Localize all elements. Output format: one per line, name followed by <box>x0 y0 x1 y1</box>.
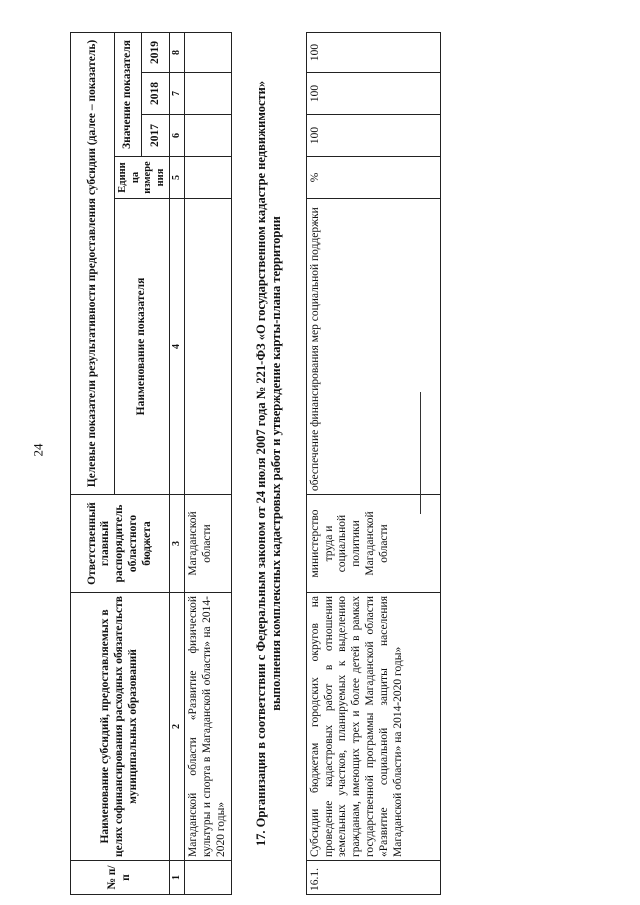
indicators-table <box>70 32 441 895</box>
col-number: 5 <box>170 157 185 199</box>
row-indicator <box>185 199 231 495</box>
row-responsible: министерство труда и социальной политики Магаданской области <box>306 495 440 593</box>
table-row <box>185 32 231 894</box>
header-row-1 <box>71 32 115 894</box>
header-indicators: Целевые показатели результативности предоставления субсидии (далее – показатель) <box>71 32 115 494</box>
row-value-2019 <box>185 32 231 72</box>
row-num: 16.1. <box>306 861 440 895</box>
col-number: 6 <box>170 115 185 157</box>
header-subsidy: Наименование субсидий, предоставляемых в целях софинансирования расходных обязательств муниципальных образований <box>71 593 170 861</box>
row-num <box>185 861 231 895</box>
row-subsidy: Субсидии бюджетам городских округов на проведение кадастровых работ в отношении земельных участков, планируемых к выделению гражданам, имеющих трех и более детей в рамках государственной программы Магаданской области «Развитие социальной защиты населения Магаданской области» на 2014-2020 годы» <box>306 593 440 861</box>
rotated-document <box>70 33 590 895</box>
row-unit <box>185 157 231 199</box>
row-subsidy: Магаданской области «Развитие физической культуры и спорта в Магаданской области» на 2014-2020 годы» <box>185 593 231 861</box>
header-indicator-name: Наименование показателя <box>115 199 170 495</box>
row-value-2018: 100 <box>306 73 440 115</box>
col-number: 4 <box>170 199 185 495</box>
col-number: 2 <box>170 593 185 861</box>
section-title-row <box>231 32 306 894</box>
signature-line <box>420 392 421 514</box>
row-value-2017: 100 <box>306 115 440 157</box>
header-responsible: Ответственный главный распорядитель областного бюджета <box>71 495 170 593</box>
page-number: 24 <box>30 443 46 457</box>
row-value-2019: 100 <box>306 32 440 72</box>
row-indicator: обеспечение финансирования мер социальной поддержки <box>306 199 440 495</box>
header-values: Значение показателя <box>115 32 142 156</box>
header-year-2017: 2017 <box>141 115 170 157</box>
col-number: 8 <box>170 32 185 72</box>
col-number: 3 <box>170 495 185 593</box>
col-number: 1 <box>170 861 185 895</box>
col-number: 7 <box>170 73 185 115</box>
row-responsible: Магаданской области <box>185 495 231 593</box>
header-year-2018: 2018 <box>141 73 170 115</box>
row-value-2017 <box>185 115 231 157</box>
row-unit: % <box>306 157 440 199</box>
header-num: № п/п <box>71 861 170 895</box>
row-value-2018 <box>185 73 231 115</box>
header-year-2019: 2019 <box>141 32 170 72</box>
section-title: 17. Организация в соответствии с Федеральным законом от 24 июля 2007 года № 221-ФЗ «О государственном кадастре недвижимости» выполнения комплексных кадастровых работ и утверждение карты-плана территории <box>231 32 306 894</box>
header-unit: Едини ца измере ния <box>115 157 170 199</box>
column-numbers-row <box>170 32 185 894</box>
